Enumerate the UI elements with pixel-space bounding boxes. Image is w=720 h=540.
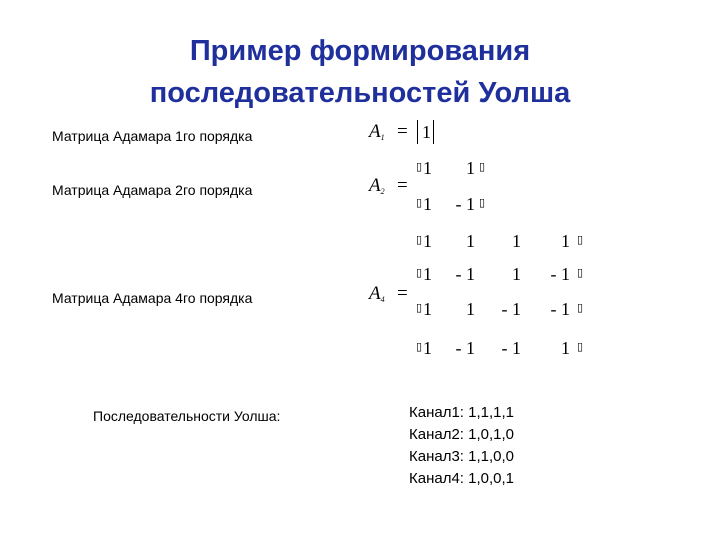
matrix-bracket-icon: ▯ (416, 340, 423, 353)
matrix-1-right-bar (433, 120, 434, 144)
matrix-cell: 1 (423, 299, 432, 319)
walsh-channel-4: Канал4: 1,0,0,1 (409, 470, 515, 487)
matrix-4-equals: = (397, 283, 408, 304)
walsh-channel-list (409, 402, 514, 490)
matrix-cell: 1 (466, 299, 475, 319)
matrix-cell: 1 (512, 231, 521, 251)
matrix-cell: 1 (512, 264, 521, 284)
matrix-cell: - 1 (550, 264, 570, 284)
matrix-bracket-icon: ▯ (577, 340, 584, 353)
walsh-channel-2: Канал2: 1,0,1,0 (409, 426, 515, 443)
matrix-cell: 1 (466, 231, 475, 251)
matrix-cell: - 1 (501, 338, 521, 358)
matrix-2-name: $A_2$ (369, 175, 385, 196)
matrix-bracket-icon: ▯ (577, 266, 584, 279)
matrix-1-equals: = (397, 121, 408, 142)
walsh-channel-3: Канал3: 1,1,0,0 (409, 448, 515, 465)
matrix-1-name: $A_1$ (369, 121, 385, 142)
walsh-label: Последовательности Уолша: (93, 408, 281, 424)
matrix-1-cell: 1 (422, 122, 431, 142)
matrix-bracket-icon: ▯ (577, 233, 584, 246)
page-title (0, 30, 720, 114)
matrix-2-equals: = (397, 175, 408, 196)
matrix-cell: 1 (423, 194, 432, 214)
matrix-4-label: Матрица Адамара 4го порядка (52, 290, 253, 306)
matrix-2-label: Матрица Адамара 2го порядка (52, 182, 253, 198)
matrix-cell: - 1 (455, 338, 475, 358)
matrix-bracket-icon: ▯ (416, 160, 423, 173)
title-line-2: последовательностей Уолша (149, 77, 571, 109)
matrix-cell: 1 (423, 158, 432, 178)
matrix-cell: 1 (561, 231, 570, 251)
matrix-bracket-icon: ▯ (479, 160, 486, 173)
matrix-bracket-icon: ▯ (416, 266, 423, 279)
matrix-bracket-icon: ▯ (416, 233, 423, 246)
matrix-cell: - 1 (455, 264, 475, 284)
matrix-1-label: Матрица Адамара 1го порядка (52, 128, 253, 144)
matrix-cell: - 1 (455, 194, 475, 214)
matrix-4-name: $A_4$ (369, 283, 385, 304)
matrix-cell: 1 (423, 231, 432, 251)
matrix-cell: - 1 (550, 299, 570, 319)
matrix-1-left-bar (417, 120, 418, 144)
title-line-1: Пример формирования (189, 35, 531, 67)
matrix-cell: 1 (561, 338, 570, 358)
matrix-bracket-icon: ▯ (479, 196, 486, 209)
matrix-bracket-icon: ▯ (416, 301, 423, 314)
walsh-channel-1: Канал1: 1,1,1,1 (409, 404, 515, 421)
matrix-cell: 1 (466, 158, 475, 178)
matrix-bracket-icon: ▯ (577, 301, 584, 314)
matrix-bracket-icon: ▯ (416, 196, 423, 209)
matrix-cell: - 1 (501, 299, 521, 319)
matrix-cell: 1 (423, 264, 432, 284)
matrix-cell: 1 (423, 338, 432, 358)
